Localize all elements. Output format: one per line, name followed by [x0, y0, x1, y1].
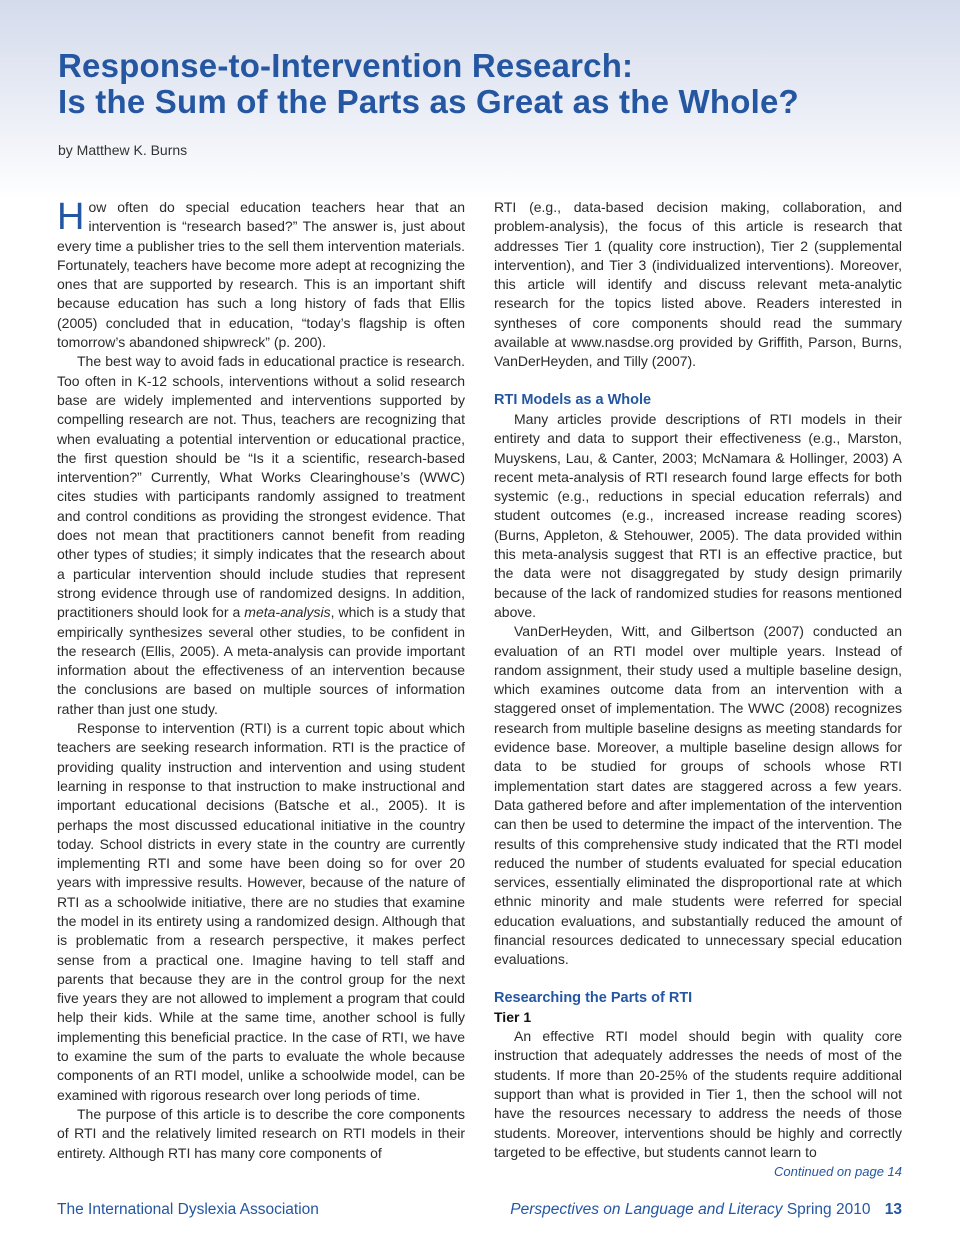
footer-issue: Spring 2010 [786, 1201, 871, 1218]
paragraph-rti-topic: Response to intervention (RTI) is a current topic about which teachers are seeking research information. RTI is the practice of providing quality instruction and intervention and using student learning in response to that instruction to make instructional and important educational decisions (Batsche et al., 2005). It is perhaps the most discussed educational initiative in the country today. School districts in every state in the country are currently implementing RTI and some have been doing so for over 20 years with impressive results. However, because of the nature of RTI as a schoolwide initiative, there are no studies that examine the model in its entirety using a randomized design. Although that is problematic from a research perspective, it makes perfect sense from a practical one. Imagine having to tell staff and parents that because they are in the control group for the next five years they are not allowed to implement a program that could help their kids. While at the same time, another school is fully implementing this beneficial practice. In the case of RTI, we have to examine the sum of the parts to evaluate the whole because components of an RTI model, unlike a schoolwide model, can be examined with rigorous research over long periods of time. [57, 720, 465, 1103]
left-column [57, 198, 465, 1163]
footer-journal: Perspectives on Language and Literacy [510, 1201, 783, 1218]
paragraph-vanderheyden: VanDerHeyden, Witt, and Gilbertson (2007) conducted an evaluation of an RTI model over multiple years. Instead of random assignment, their study used a multiple baseline design, which examines outcome data from an intervention with a staggered onset of implementation. The WWC (2008) recognizes research from multiple baseline designs as meeting standards for evidence base. Moreover, a multiple baseline design allows for data to be studied for groups of schools whose RTI implementation start dates are staggered across a few years. Data gathered before and after implementation of the intervention can then be used to determine the impact of the intervention. The results of this comprehensive study indicated that the RTI model reduced the number of students evaluated for special education services, essentially eliminated the disproportional rate at which ethnic minority and male students were referred for special education evaluations, and substantially reduced the amount of financial resources dedicated to unnecessary special education evaluations. [494, 623, 902, 968]
continued-link[interactable]: Continued on page 14 [774, 1164, 902, 1180]
paragraph-fads-research: The best way to avoid fads in educational practice is research. Too often in K-12 schools, interventions without a solid research base are widely implemented and interventions supported by compelling research are not. Thus, teachers are recognizing that when evaluating a potential intervention or educational practice, the first question should be “Is it a scientific, research-based intervention?” Currently, What Works Clearinghouse’s (WWC) cites studies with participants randomly assigned to treatment and control conditions as providing the strongest evidence. That does not mean that practitioners cannot benefit from reading other types of studies; it simply indicates that the research about a particular intervention should include studies that represent strong evidence through use of randomized designs. In addition, practitioners should look for a meta-analysis, which is a study that empirically synthesizes several other studies, to be confident in the research (Ellis, 2005). A meta-analysis can provide important information about the effectiveness of an intervention because the conclusions are based on multiple sources of information rather than just one study. [57, 353, 466, 717]
article-title [58, 48, 918, 120]
paragraph-meta-analysis: Many articles provide descriptions of RTI models in their entirety and data to support their effectiveness (e.g., Marston, Muyskens, Lau, & Canter, 2003; McNamara & Hollinger, 2003) A recent meta-analysis of RTI research found large effects for both systemic (e.g., reductions in special education referrals) and student outcomes (e.g., increased increase reading scores) (Burns, Appleton, & Stehouwer, 2005). The data provided within this meta-analysis suggest that RTI is an effective practice, but the data were not disaggregated by study design primarily because of the lack of randomized studies for reasons mentioned above. [494, 410, 902, 620]
title-line-2: Is the Sum of the Parts as Great as the Whole? [58, 83, 799, 120]
footer-organization: The International Dyslexia Association [57, 1201, 319, 1218]
meta-analysis-term: meta-analysis [244, 604, 331, 621]
page-number: 13 [884, 1201, 902, 1218]
subheading-tier-1: Tier 1 [494, 1008, 532, 1025]
footer-publication [510, 1201, 902, 1219]
paragraph-continuation: RTI (e.g., data-based decision making, collaboration, and problem-analysis), the focus of this article is research that addresses Tier 1 (quality core instruction), Tier 2 (supplemental intervention), and Tier 3 (individualized interventions). Moreover, this article will identify and discuss relevant meta-analytic research for the topics listed above. Readers interested in syntheses of core components should read the summary available at www.nasdse.org provided by Griffith, Parson, Burns, VanDerHeyden, and Tilly (2007). [494, 199, 902, 370]
paragraph-purpose: The purpose of this article is to describe the core components of RTI and the relatively limited research on RTI models in their entirety. Although RTI has many core components of [57, 1105, 465, 1161]
title-line-1: Response-to-Intervention Research: [58, 47, 634, 84]
intro-paragraph [57, 198, 465, 352]
right-column [494, 198, 902, 1182]
intro-paragraph-text: ow often do special education teachers hear that an intervention is “research based?” The answer is, just about every time a publisher tries to the sell them intervention materials. Fortunately, teachers have become more adept at recognizing the ones that are supported by research. This is an important shift because education has such a long history of fads that Ellis (2005) concluded that in education, “today’s flagship is often tomorrow’s abandoned shipwreck” (p. 200). [57, 199, 465, 351]
section-heading-models-whole: RTI Models as a Whole [494, 391, 652, 408]
paragraph-tier-1: An effective RTI model should begin with quality core instruction that adequately addresses the needs of most of the students. If more than 20-25% of the students require additional support than what is provided in Tier 1, then the school will not have the resources necessary to address the needs of those students. Moreover, interventions should be highly and correctly targeted to be effective, but students cannot learn to [494, 1028, 902, 1160]
byline: by Matthew K. Burns [58, 142, 188, 158]
section-heading-parts: Researching the Parts of RTI [494, 989, 693, 1006]
drop-cap: H [57, 196, 85, 238]
